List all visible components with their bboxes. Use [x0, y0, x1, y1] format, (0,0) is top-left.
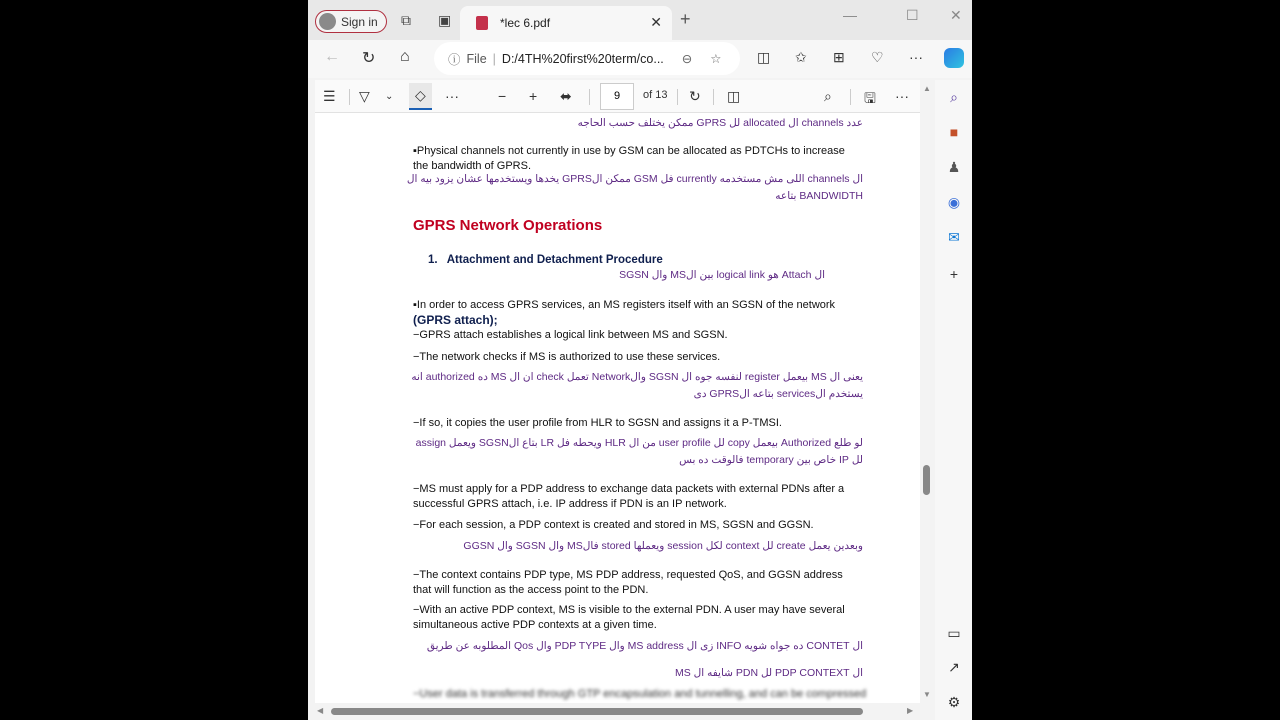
address-separator: | — [492, 51, 496, 66]
paragraph: −GPRS attach establishes a logical link between MS and SGSN. — [413, 329, 728, 341]
split-screen-icon[interactable]: ◫ — [757, 49, 771, 65]
tab-actions-icon[interactable]: ▣ — [438, 12, 452, 28]
arabic-note: يستخدم الservices بتاعه الGPRS دى — [693, 388, 863, 400]
divider — [589, 89, 590, 105]
scroll-down-icon[interactable]: ▼ — [923, 690, 931, 699]
close-window-button[interactable]: ✕ — [950, 7, 962, 23]
back-button[interactable]: ← — [324, 48, 340, 65]
external-link-icon[interactable]: ↗ — [948, 659, 960, 675]
scroll-left-icon[interactable]: ◀ — [317, 706, 324, 715]
workspaces-icon[interactable]: ⧉ — [401, 12, 411, 28]
microsoft365-icon[interactable]: ◉ — [947, 194, 961, 210]
arabic-note: لو طلع Authorized بيعمل copy لل user profile من ال HLR ويحطه فل LR بتاع الSGSN ويعمل assign — [415, 437, 863, 449]
paragraph: ▪Physical channels not currently in use by GSM can be allocated as PDTCHs to increase the bandwidth of GPRS. — [413, 145, 845, 172]
close-tab-icon[interactable]: ✕ — [650, 14, 662, 30]
paragraph: −With an active PDP context, MS is visible to the external PDN. A user may have several simultaneous active PDP contexts at a given time. — [413, 604, 845, 631]
zoom-out-button[interactable]: − — [498, 88, 507, 104]
address-row — [308, 40, 972, 78]
rotate-icon[interactable]: ↻ — [689, 88, 701, 104]
tab-lec6-pdf[interactable] — [460, 6, 672, 40]
more-options-icon[interactable]: ··· — [909, 49, 923, 65]
scroll-up-icon[interactable]: ▲ — [923, 84, 931, 93]
divider — [349, 89, 350, 105]
sign-in-button[interactable] — [315, 10, 387, 33]
page-view-icon[interactable]: ◫ — [727, 88, 741, 104]
pdf-toolbar — [315, 80, 928, 113]
section-heading: GPRS Network Operations — [413, 217, 603, 234]
contents-icon[interactable]: ☰ — [323, 88, 336, 104]
favorite-star-icon[interactable]: ☆ — [710, 52, 722, 66]
gear-icon[interactable]: ⚙ — [947, 694, 961, 710]
scrollbar-thumb[interactable] — [331, 708, 863, 715]
arabic-note: BANDWIDTH بتاعه — [775, 190, 863, 202]
scroll-right-icon[interactable]: ▶ — [907, 706, 914, 715]
maximize-button[interactable]: ☐ — [906, 7, 919, 23]
save-icon[interactable]: 🖫 — [864, 90, 876, 106]
paragraph: −The network checks if MS is authorized to use these services. — [413, 351, 721, 363]
more-tools-icon[interactable]: ··· — [445, 88, 459, 104]
info-icon: ⓘ — [448, 52, 461, 67]
chevron-down-icon[interactable]: ⌄ — [385, 91, 394, 102]
edge-sidebar — [935, 80, 972, 720]
highlight-icon[interactable]: ▽ — [359, 88, 370, 104]
page-number-input[interactable]: 9 — [600, 83, 634, 110]
copilot-icon[interactable] — [944, 48, 964, 68]
minimize-button[interactable]: — — [843, 7, 857, 23]
sign-in-label: Sign in — [341, 14, 378, 29]
browser-window — [308, 0, 972, 720]
zoom-out-icon[interactable]: ⊖ — [681, 52, 693, 66]
divider — [713, 89, 714, 105]
address-text: D:/4TH%20first%20term/co... — [501, 51, 664, 66]
games-icon[interactable]: ♟ — [947, 159, 961, 175]
pdf-file-icon — [476, 16, 488, 30]
arabic-note: وبعدين يعمل create لل context لكل session ويعملها stored فالMS وال SGSN وال GGSN — [463, 540, 863, 552]
zoom-in-button[interactable]: + — [529, 88, 538, 104]
paragraph: −For each session, a PDP context is created and stored in MS, SGSN and GGSN. — [413, 519, 814, 531]
sidebar-toggle-icon[interactable]: ▭ — [947, 625, 961, 641]
eraser-icon[interactable]: ◇ — [409, 83, 432, 110]
horizontal-scrollbar[interactable] — [315, 704, 920, 718]
page-total: of 13 — [643, 89, 668, 101]
avatar — [319, 13, 336, 30]
pdf-page — [315, 113, 920, 703]
paragraph: ▪In order to access GPRS services, an MS registers itself with an SGSN of the network — [413, 299, 836, 311]
arabic-note: ال Attach هو logical link بين الMS وال SGSN — [619, 269, 825, 281]
arabic-note: عدد channels ال allocated لل GPRS ممكن يختلف حسب الحاجه — [577, 117, 863, 129]
pdf-more-icon[interactable]: ··· — [895, 88, 909, 104]
paragraph: −User data is transferred through GTP encapsulation and tunnelling, and can be compressed — [413, 688, 867, 700]
arabic-note: ال PDP CONTEXT لل PDN شايفه ال MS — [674, 667, 863, 679]
home-button[interactable]: ⌂ — [400, 48, 410, 65]
tab-bar — [308, 0, 972, 40]
divider — [850, 89, 851, 105]
add-icon[interactable]: + — [949, 266, 959, 282]
arabic-note: ال channels اللى مش مستخدمه currently فل GSM ممكن الGPRS يخدها ويستخدمها عشان يزود بيه ال — [406, 173, 863, 185]
scrollbar-thumb[interactable] — [923, 465, 930, 495]
paragraph: −If so, it copies the user profile from HLR to SGSN and assigns it a P-TMSI. — [413, 417, 782, 429]
subsection-heading: 1. Attachment and Detachment Procedure — [428, 254, 663, 266]
new-tab-button[interactable]: + — [680, 9, 691, 29]
outlook-icon[interactable]: ✉ — [948, 229, 960, 245]
search-icon[interactable]: ⌕ — [950, 89, 958, 105]
refresh-button[interactable]: ↻ — [362, 50, 376, 67]
tools-icon[interactable]: ■ — [949, 124, 959, 140]
browser-essentials-icon[interactable]: ♡ — [871, 49, 884, 65]
arabic-note: ال CONTET ده جواه شويه INFO زى ال MS address وال PDP TYPE وال Qos المطلوبه عن طريق — [426, 640, 863, 652]
address-prefix: File — [466, 51, 487, 66]
address-bar[interactable] — [434, 42, 740, 75]
favorites-icon[interactable]: ✩ — [795, 49, 807, 65]
bold-term: (GPRS attach); — [413, 312, 498, 327]
collections-icon[interactable]: ⊞ — [833, 49, 845, 65]
paragraph: −MS must apply for a PDP address to exchange data packets with external PDNs after a successful GPRS attach, i.e. IP address if PDN is an IP network. — [413, 483, 845, 510]
vertical-scrollbar[interactable] — [920, 80, 934, 705]
divider — [677, 89, 678, 105]
arabic-note: لل IP خاص بين temporary فالوقت ده بس — [679, 454, 863, 466]
paragraph: −The context contains PDP type, MS PDP address, requested QoS, and GGSN address that will function as the access point to the PDN. — [413, 569, 843, 596]
arabic-note: يعنى ال MS بيعمل register لنفسه جوه ال SGSN والNetwork تعمل check ان ال MS ده authorized انه — [411, 371, 863, 383]
fit-width-icon[interactable]: ⬌ — [560, 88, 572, 104]
find-icon[interactable]: ⌕ — [824, 88, 832, 104]
tab-title: *lec 6.pdf — [500, 16, 551, 30]
